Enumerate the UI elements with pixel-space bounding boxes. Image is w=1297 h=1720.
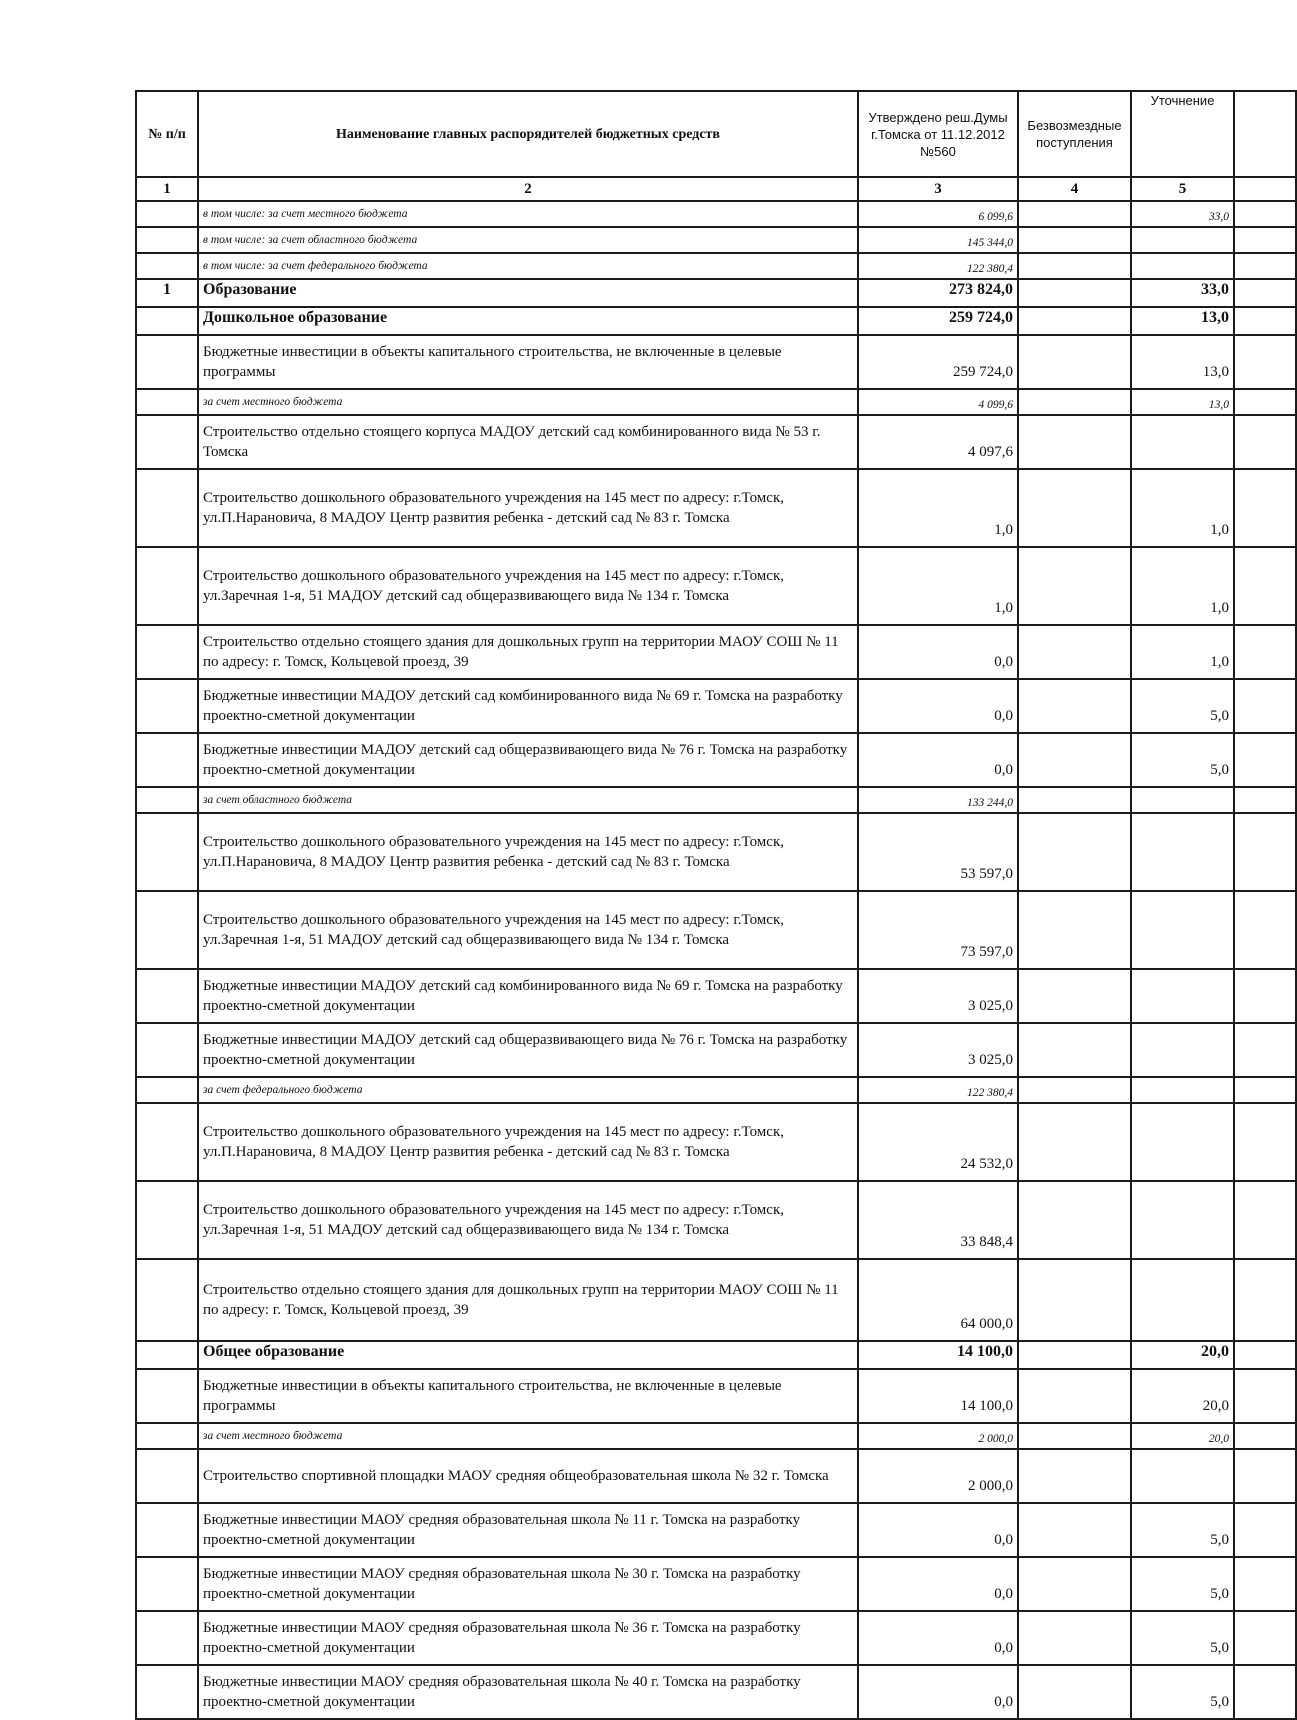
row-number bbox=[136, 1611, 198, 1665]
row-refine bbox=[1131, 969, 1234, 1023]
row-refine: 5,0 bbox=[1131, 1611, 1234, 1665]
row-approved: 2 000,0 bbox=[858, 1423, 1018, 1449]
table-row bbox=[136, 1259, 1296, 1341]
row-refine bbox=[1131, 787, 1234, 813]
row-approved: 64 000,0 bbox=[858, 1259, 1018, 1341]
table-row bbox=[136, 969, 1296, 1023]
row-free bbox=[1018, 1557, 1131, 1611]
col-number: 3 bbox=[858, 177, 1018, 201]
row-free bbox=[1018, 733, 1131, 787]
row-free bbox=[1018, 1503, 1131, 1557]
row-refine: 1,0 bbox=[1131, 547, 1234, 625]
row-approved: 33 848,4 bbox=[858, 1181, 1018, 1259]
row-extra bbox=[1234, 1181, 1296, 1259]
row-refine: 13,0 bbox=[1131, 335, 1234, 389]
col-approved-header: Утверждено реш.Думы г.Томска от 11.12.2012 №560 bbox=[858, 91, 1018, 177]
row-refine bbox=[1131, 253, 1234, 279]
row-refine: 5,0 bbox=[1131, 1557, 1234, 1611]
row-approved: 14 100,0 bbox=[858, 1341, 1018, 1369]
row-extra bbox=[1234, 547, 1296, 625]
table-row bbox=[136, 625, 1296, 679]
row-refine: 5,0 bbox=[1131, 1503, 1234, 1557]
row-free bbox=[1018, 469, 1131, 547]
row-name: Бюджетные инвестиции МАОУ средняя образовательная школа № 11 г. Томска на разработку проектно-сметной документации bbox=[198, 1503, 858, 1557]
row-number bbox=[136, 1423, 198, 1449]
row-name: Бюджетные инвестиции в объекты капитального строительства, не включенные в целевые программы bbox=[198, 1369, 858, 1423]
row-refine bbox=[1131, 891, 1234, 969]
row-number bbox=[136, 787, 198, 813]
row-refine: 13,0 bbox=[1131, 307, 1234, 335]
row-extra bbox=[1234, 1369, 1296, 1423]
row-number bbox=[136, 891, 198, 969]
row-approved: 0,0 bbox=[858, 733, 1018, 787]
row-extra bbox=[1234, 335, 1296, 389]
row-extra bbox=[1234, 1341, 1296, 1369]
row-number bbox=[136, 547, 198, 625]
row-number bbox=[136, 1259, 198, 1341]
table-row bbox=[136, 733, 1296, 787]
row-approved: 122 380,4 bbox=[858, 253, 1018, 279]
row-extra bbox=[1234, 1449, 1296, 1503]
row-free bbox=[1018, 1259, 1131, 1341]
table-body bbox=[136, 201, 1296, 1719]
row-name: за счет местного бюджета bbox=[198, 1423, 858, 1449]
row-number bbox=[136, 415, 198, 469]
row-extra bbox=[1234, 1557, 1296, 1611]
row-extra bbox=[1234, 1611, 1296, 1665]
row-refine: 33,0 bbox=[1131, 279, 1234, 307]
col-free-header: Безвозмездные поступления bbox=[1018, 91, 1131, 177]
row-approved: 73 597,0 bbox=[858, 891, 1018, 969]
row-approved: 3 025,0 bbox=[858, 1023, 1018, 1077]
row-refine: 1,0 bbox=[1131, 469, 1234, 547]
row-name: Дошкольное образование bbox=[198, 307, 858, 335]
table-row bbox=[136, 279, 1296, 307]
col-number: 5 bbox=[1131, 177, 1234, 201]
row-name: Строительство дошкольного образовательного учреждения на 145 мест по адресу: г.Томск, ул.П.Нарановича, 8 МАДОУ Центр развития ребенка - детский сад № 83 г. Томска bbox=[198, 813, 858, 891]
row-extra bbox=[1234, 1503, 1296, 1557]
row-number bbox=[136, 1665, 198, 1719]
row-name: Общее образование bbox=[198, 1341, 858, 1369]
row-number bbox=[136, 1023, 198, 1077]
table-row bbox=[136, 1023, 1296, 1077]
row-name: Строительство отдельно стоящего корпуса МАДОУ детский сад комбинированного вида № 53 г. Томска bbox=[198, 415, 858, 469]
row-free bbox=[1018, 307, 1131, 335]
row-name: Строительство дошкольного образовательного учреждения на 145 мест по адресу: г.Томск, ул.Заречная 1-я, 51 МАДОУ детский сад общеразвивающего вида № 134 г. Томска bbox=[198, 547, 858, 625]
row-approved: 133 244,0 bbox=[858, 787, 1018, 813]
row-name: за счет федерального бюджета bbox=[198, 1077, 858, 1103]
table-row bbox=[136, 1181, 1296, 1259]
row-extra bbox=[1234, 1259, 1296, 1341]
row-name: в том числе: за счет местного бюджета bbox=[198, 201, 858, 227]
row-free bbox=[1018, 1665, 1131, 1719]
table-row bbox=[136, 891, 1296, 969]
row-refine bbox=[1131, 1023, 1234, 1077]
row-number bbox=[136, 201, 198, 227]
row-free bbox=[1018, 1023, 1131, 1077]
row-extra bbox=[1234, 389, 1296, 415]
row-name: Бюджетные инвестиции МАДОУ детский сад комбинированного вида № 69 г. Томска на разработку проектно-сметной документации bbox=[198, 969, 858, 1023]
table-row bbox=[136, 1503, 1296, 1557]
col-extra-header bbox=[1234, 91, 1296, 177]
table-row bbox=[136, 1449, 1296, 1503]
row-free bbox=[1018, 787, 1131, 813]
row-name: в том числе: за счет областного бюджета bbox=[198, 227, 858, 253]
row-approved: 24 532,0 bbox=[858, 1103, 1018, 1181]
row-extra bbox=[1234, 1103, 1296, 1181]
table-row bbox=[136, 469, 1296, 547]
table-row bbox=[136, 201, 1296, 227]
table-row bbox=[136, 1341, 1296, 1369]
row-number bbox=[136, 1369, 198, 1423]
row-refine: 5,0 bbox=[1131, 1665, 1234, 1719]
budget-table bbox=[135, 90, 1297, 1720]
row-refine bbox=[1131, 1103, 1234, 1181]
row-free bbox=[1018, 969, 1131, 1023]
row-free bbox=[1018, 547, 1131, 625]
row-name: Строительство дошкольного образовательного учреждения на 145 мест по адресу: г.Томск, ул.П.Нарановича, 8 МАДОУ Центр развития ребенка - детский сад № 83 г. Томска bbox=[198, 1103, 858, 1181]
col-refine-header: Уточнение bbox=[1131, 91, 1234, 177]
row-extra bbox=[1234, 891, 1296, 969]
row-free bbox=[1018, 1611, 1131, 1665]
table-row bbox=[136, 1557, 1296, 1611]
row-name: за счет областного бюджета bbox=[198, 787, 858, 813]
row-refine: 20,0 bbox=[1131, 1423, 1234, 1449]
row-free bbox=[1018, 253, 1131, 279]
col-number: 4 bbox=[1018, 177, 1131, 201]
table-row bbox=[136, 253, 1296, 279]
row-name: Строительство отдельно стоящего здания для дошкольных групп на территории МАОУ СОШ № 11 по адресу: г. Томск, Кольцевой проезд, 39 bbox=[198, 1259, 858, 1341]
row-number bbox=[136, 813, 198, 891]
row-name: Бюджетные инвестиции в объекты капитального строительства, не включенные в целевые программы bbox=[198, 335, 858, 389]
row-approved: 6 099,6 bbox=[858, 201, 1018, 227]
row-approved: 122 380,4 bbox=[858, 1077, 1018, 1103]
table-row bbox=[136, 547, 1296, 625]
row-approved: 3 025,0 bbox=[858, 969, 1018, 1023]
row-free bbox=[1018, 1449, 1131, 1503]
row-free bbox=[1018, 813, 1131, 891]
row-refine bbox=[1131, 1259, 1234, 1341]
row-refine: 5,0 bbox=[1131, 679, 1234, 733]
row-refine bbox=[1131, 1449, 1234, 1503]
table-row bbox=[136, 1369, 1296, 1423]
row-approved: 4 099,6 bbox=[858, 389, 1018, 415]
row-extra bbox=[1234, 415, 1296, 469]
row-extra bbox=[1234, 227, 1296, 253]
row-free bbox=[1018, 415, 1131, 469]
table-row bbox=[136, 1611, 1296, 1665]
row-free bbox=[1018, 679, 1131, 733]
row-number bbox=[136, 625, 198, 679]
row-extra bbox=[1234, 813, 1296, 891]
col-number: 2 bbox=[198, 177, 858, 201]
budget-sheet bbox=[135, 90, 1275, 1710]
col-num-header: № п/п bbox=[136, 91, 198, 177]
row-number bbox=[136, 227, 198, 253]
row-extra bbox=[1234, 1665, 1296, 1719]
row-number bbox=[136, 1557, 198, 1611]
row-name: Бюджетные инвестиции МАОУ средняя образовательная школа № 36 г. Томска на разработку проектно-сметной документации bbox=[198, 1611, 858, 1665]
row-free bbox=[1018, 335, 1131, 389]
row-number bbox=[136, 469, 198, 547]
row-approved: 2 000,0 bbox=[858, 1449, 1018, 1503]
row-number bbox=[136, 1181, 198, 1259]
row-refine: 1,0 bbox=[1131, 625, 1234, 679]
row-extra bbox=[1234, 307, 1296, 335]
row-refine: 20,0 bbox=[1131, 1369, 1234, 1423]
row-free bbox=[1018, 1181, 1131, 1259]
row-name: Бюджетные инвестиции МАОУ средняя образовательная школа № 40 г. Томска на разработку проектно-сметной документации bbox=[198, 1665, 858, 1719]
row-free bbox=[1018, 1103, 1131, 1181]
row-approved: 259 724,0 bbox=[858, 307, 1018, 335]
row-extra bbox=[1234, 201, 1296, 227]
table-row bbox=[136, 813, 1296, 891]
row-number bbox=[136, 1503, 198, 1557]
table-row bbox=[136, 415, 1296, 469]
row-name: Строительство отдельно стоящего здания для дошкольных групп на территории МАОУ СОШ № 11 по адресу: г. Томск, Кольцевой проезд, 39 bbox=[198, 625, 858, 679]
row-refine bbox=[1131, 813, 1234, 891]
row-refine bbox=[1131, 1077, 1234, 1103]
row-approved: 0,0 bbox=[858, 1503, 1018, 1557]
row-approved: 273 824,0 bbox=[858, 279, 1018, 307]
row-name: Строительство дошкольного образовательного учреждения на 145 мест по адресу: г.Томск, ул.Заречная 1-я, 51 МАДОУ детский сад общеразвивающего вида № 134 г. Томска bbox=[198, 891, 858, 969]
header-row bbox=[136, 91, 1296, 177]
row-name: Строительство дошкольного образовательного учреждения на 145 мест по адресу: г.Томск, ул.Заречная 1-я, 51 МАДОУ детский сад общеразвивающего вида № 134 г. Томска bbox=[198, 1181, 858, 1259]
row-free bbox=[1018, 389, 1131, 415]
row-free bbox=[1018, 1423, 1131, 1449]
row-approved: 4 097,6 bbox=[858, 415, 1018, 469]
row-number: 1 bbox=[136, 279, 198, 307]
row-name: за счет местного бюджета bbox=[198, 389, 858, 415]
row-approved: 1,0 bbox=[858, 469, 1018, 547]
row-extra bbox=[1234, 733, 1296, 787]
table-row bbox=[136, 787, 1296, 813]
row-extra bbox=[1234, 787, 1296, 813]
table-row bbox=[136, 389, 1296, 415]
row-extra bbox=[1234, 1023, 1296, 1077]
row-name: Образование bbox=[198, 279, 858, 307]
row-extra bbox=[1234, 469, 1296, 547]
row-number bbox=[136, 1103, 198, 1181]
row-extra bbox=[1234, 253, 1296, 279]
table-row bbox=[136, 335, 1296, 389]
row-refine: 13,0 bbox=[1131, 389, 1234, 415]
row-extra bbox=[1234, 279, 1296, 307]
row-number bbox=[136, 389, 198, 415]
table-row bbox=[136, 679, 1296, 733]
row-name: Бюджетные инвестиции МАОУ средняя образовательная школа № 30 г. Томска на разработку проектно-сметной документации bbox=[198, 1557, 858, 1611]
table-row bbox=[136, 1665, 1296, 1719]
row-name: Бюджетные инвестиции МАДОУ детский сад общеразвивающего вида № 76 г. Томска на разработку проектно-сметной документации bbox=[198, 733, 858, 787]
row-name: Бюджетные инвестиции МАДОУ детский сад комбинированного вида № 69 г. Томска на разработку проектно-сметной документации bbox=[198, 679, 858, 733]
row-free bbox=[1018, 227, 1131, 253]
row-extra bbox=[1234, 969, 1296, 1023]
table-row bbox=[136, 1423, 1296, 1449]
col-number: 1 bbox=[136, 177, 198, 201]
row-approved: 0,0 bbox=[858, 625, 1018, 679]
row-refine bbox=[1131, 415, 1234, 469]
column-number-row bbox=[136, 177, 1296, 201]
row-approved: 14 100,0 bbox=[858, 1369, 1018, 1423]
row-free bbox=[1018, 625, 1131, 679]
row-approved: 53 597,0 bbox=[858, 813, 1018, 891]
row-refine: 20,0 bbox=[1131, 1341, 1234, 1369]
row-approved: 1,0 bbox=[858, 547, 1018, 625]
row-approved: 0,0 bbox=[858, 1611, 1018, 1665]
row-free bbox=[1018, 1341, 1131, 1369]
table-row bbox=[136, 1103, 1296, 1181]
row-refine: 33,0 bbox=[1131, 201, 1234, 227]
row-number bbox=[136, 335, 198, 389]
row-name: в том числе: за счет федерального бюджета bbox=[198, 253, 858, 279]
row-refine bbox=[1131, 1181, 1234, 1259]
row-free bbox=[1018, 201, 1131, 227]
row-number bbox=[136, 1449, 198, 1503]
row-approved: 0,0 bbox=[858, 1665, 1018, 1719]
row-refine: 5,0 bbox=[1131, 733, 1234, 787]
row-number bbox=[136, 969, 198, 1023]
row-extra bbox=[1234, 1077, 1296, 1103]
row-approved: 145 344,0 bbox=[858, 227, 1018, 253]
row-refine bbox=[1131, 227, 1234, 253]
table-row bbox=[136, 307, 1296, 335]
row-number bbox=[136, 1077, 198, 1103]
col-name-header: Наименование главных распорядителей бюджетных средств bbox=[198, 91, 858, 177]
row-number bbox=[136, 679, 198, 733]
row-free bbox=[1018, 1369, 1131, 1423]
row-number bbox=[136, 307, 198, 335]
row-number bbox=[136, 253, 198, 279]
row-free bbox=[1018, 891, 1131, 969]
row-number bbox=[136, 1341, 198, 1369]
row-free bbox=[1018, 279, 1131, 307]
row-approved: 0,0 bbox=[858, 1557, 1018, 1611]
row-extra bbox=[1234, 1423, 1296, 1449]
row-name: Строительство спортивной площадки МАОУ средняя общеобразовательная школа № 32 г. Томска bbox=[198, 1449, 858, 1503]
row-number bbox=[136, 733, 198, 787]
row-approved: 0,0 bbox=[858, 679, 1018, 733]
row-extra bbox=[1234, 625, 1296, 679]
table-row bbox=[136, 1077, 1296, 1103]
row-name: Бюджетные инвестиции МАДОУ детский сад общеразвивающего вида № 76 г. Томска на разработку проектно-сметной документации bbox=[198, 1023, 858, 1077]
row-extra bbox=[1234, 679, 1296, 733]
row-approved: 259 724,0 bbox=[858, 335, 1018, 389]
row-name: Строительство дошкольного образовательного учреждения на 145 мест по адресу: г.Томск, ул.П.Нарановича, 8 МАДОУ Центр развития ребенка - детский сад № 83 г. Томска bbox=[198, 469, 858, 547]
col-number-extra bbox=[1234, 177, 1296, 201]
table-row bbox=[136, 227, 1296, 253]
row-free bbox=[1018, 1077, 1131, 1103]
